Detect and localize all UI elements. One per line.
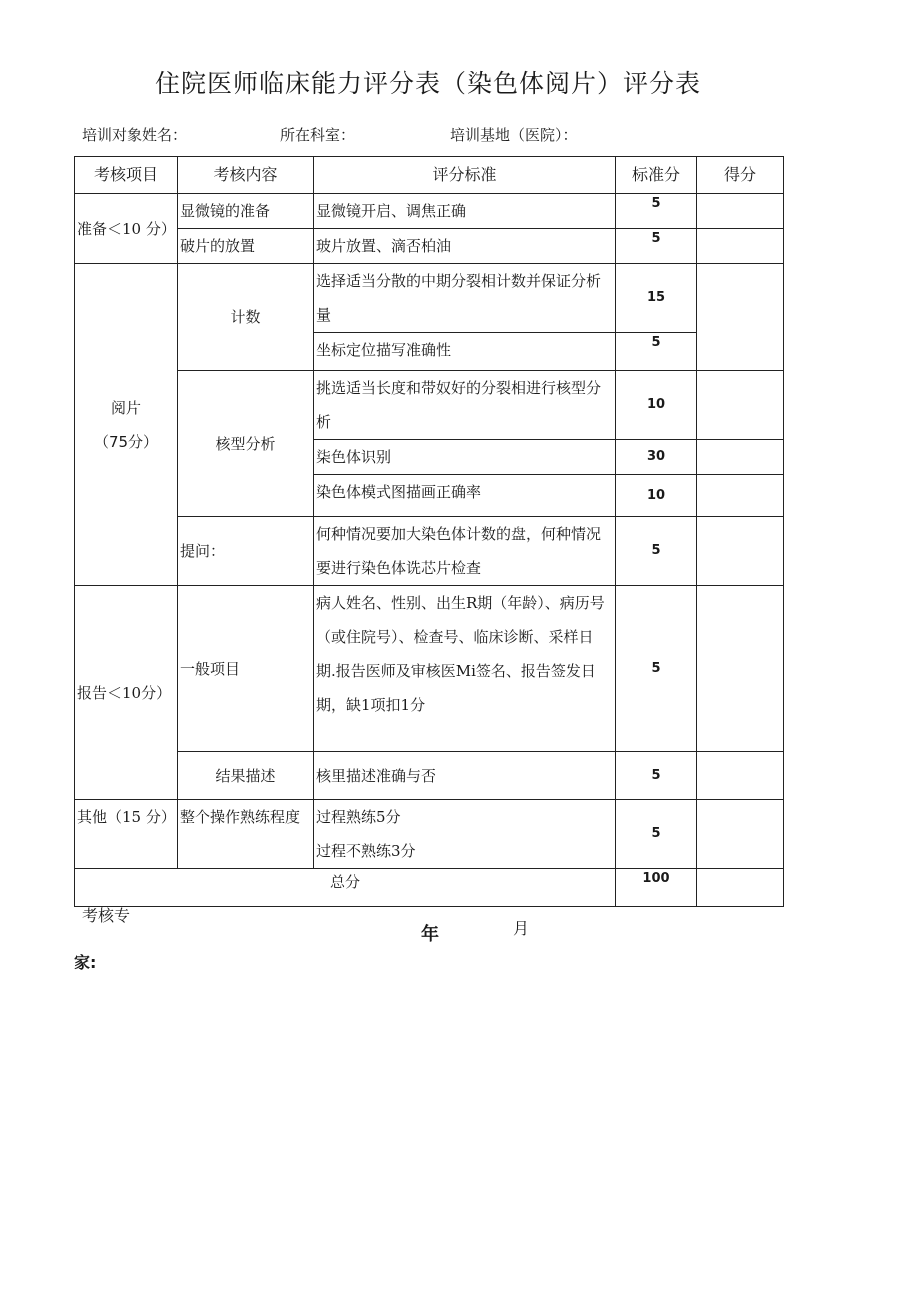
content-cell: 破片的放置 bbox=[178, 229, 314, 264]
examiner-label-line2: 家: bbox=[74, 953, 97, 972]
criteria-cell: 坐标定位描写准确性 bbox=[314, 333, 616, 371]
standard-score-cell: 5 bbox=[616, 586, 697, 752]
content-other: 整个操作熟练程度 bbox=[178, 800, 314, 869]
standard-score-cell: 5 bbox=[616, 333, 697, 371]
header-criteria: 评分标准 bbox=[314, 157, 616, 194]
criteria-line: 过程不熟练3分 bbox=[316, 842, 416, 860]
table-row bbox=[75, 800, 784, 869]
page-title: 住院医师临床能力评分表（染色体阅片）评分表 bbox=[154, 69, 701, 98]
department-label: 所在科室： bbox=[280, 126, 356, 144]
table-row bbox=[75, 264, 784, 333]
score-input-cell[interactable] bbox=[697, 517, 784, 586]
category-other: 其他（15 分） bbox=[75, 800, 178, 869]
table-row bbox=[75, 517, 784, 586]
total-score-input-cell[interactable] bbox=[697, 869, 784, 907]
standard-score-cell: 5 bbox=[616, 194, 697, 229]
standard-score-cell: 5 bbox=[616, 517, 697, 586]
criteria-line: 过程熟练5分 bbox=[316, 808, 401, 826]
standard-score-cell: 10 bbox=[616, 475, 697, 517]
training-base-label: 培训基地（医院）： bbox=[450, 126, 578, 144]
content-question: 提问： bbox=[178, 517, 314, 586]
category-reading bbox=[75, 264, 178, 586]
criteria-cell: 病人姓名、性别、出生R期（年龄）、病历号（或住院号）、检查号、临床诊断、采样日期.报告医师及审核医Mi签名、报告签发日期，缺1项扣1分 bbox=[314, 586, 616, 752]
standard-score-cell: 15 bbox=[616, 264, 697, 333]
header-standard-score: 标准分 bbox=[616, 157, 697, 194]
standard-score-cell: 5 bbox=[616, 229, 697, 264]
table-row bbox=[75, 194, 784, 229]
standard-score-cell: 30 bbox=[616, 440, 697, 475]
year-label: 年 bbox=[421, 924, 439, 945]
score-input-cell[interactable] bbox=[697, 800, 784, 869]
criteria-cell bbox=[314, 800, 616, 869]
criteria-cell: 染色体模式图描画正确率 bbox=[314, 475, 616, 517]
score-input-cell[interactable] bbox=[697, 752, 784, 800]
score-input-cell[interactable] bbox=[697, 371, 784, 440]
category-reading-line1: 阅片 bbox=[110, 398, 141, 417]
header-content: 考核内容 bbox=[178, 157, 314, 194]
category-report: 报告＜10分） bbox=[75, 586, 178, 800]
standard-score-cell: 5 bbox=[616, 752, 697, 800]
content-cell: 显微镜的准备 bbox=[178, 194, 314, 229]
content-count: 计数 bbox=[178, 264, 314, 371]
category-reading-line2: （75分） bbox=[93, 432, 159, 451]
table-row bbox=[75, 229, 784, 264]
month-label: 月 bbox=[513, 919, 530, 938]
table-row bbox=[75, 752, 784, 800]
trainee-name-label: 培训对象姓名： bbox=[82, 126, 188, 144]
total-label: 总分 bbox=[75, 869, 616, 907]
standard-score-cell: 5 bbox=[616, 800, 697, 869]
header-row bbox=[75, 157, 784, 194]
table-row bbox=[75, 371, 784, 440]
criteria-cell: 核里描述准确与否 bbox=[314, 752, 616, 800]
score-table bbox=[74, 156, 784, 907]
total-standard-score: 100 bbox=[616, 869, 697, 907]
criteria-cell: 显微镜开启、调焦正确 bbox=[314, 194, 616, 229]
criteria-cell: 挑选适当长度和带奴好的分裂相进行核型分析 bbox=[314, 371, 616, 440]
examiner-label-line1: 考核专 bbox=[82, 906, 131, 925]
criteria-cell: 选择适当分散的中期分裂相计数并保证分析量 bbox=[314, 264, 616, 333]
criteria-cell: 玻片放置、滴否柏油 bbox=[314, 229, 616, 264]
header-score: 得分 bbox=[697, 157, 784, 194]
content-karyotype: 核型分析 bbox=[178, 371, 314, 517]
score-input-cell[interactable] bbox=[697, 475, 784, 517]
content-result: 结果描述 bbox=[178, 752, 314, 800]
category-preparation: 准备＜10 分） bbox=[75, 194, 178, 264]
total-row bbox=[75, 869, 784, 907]
score-input-cell[interactable] bbox=[697, 264, 784, 371]
content-general: 一般项目 bbox=[178, 586, 314, 752]
criteria-cell: 何种情况要加大染色体计数的盘，何种情况要进行染色体诜芯片检查 bbox=[314, 517, 616, 586]
score-input-cell[interactable] bbox=[697, 440, 784, 475]
score-input-cell[interactable] bbox=[697, 586, 784, 752]
criteria-cell: 柒色体识别 bbox=[314, 440, 616, 475]
score-input-cell[interactable] bbox=[697, 229, 784, 264]
table-row bbox=[75, 586, 784, 752]
standard-score-cell: 10 bbox=[616, 371, 697, 440]
header-item: 考核项目 bbox=[75, 157, 178, 194]
score-input-cell[interactable] bbox=[697, 194, 784, 229]
